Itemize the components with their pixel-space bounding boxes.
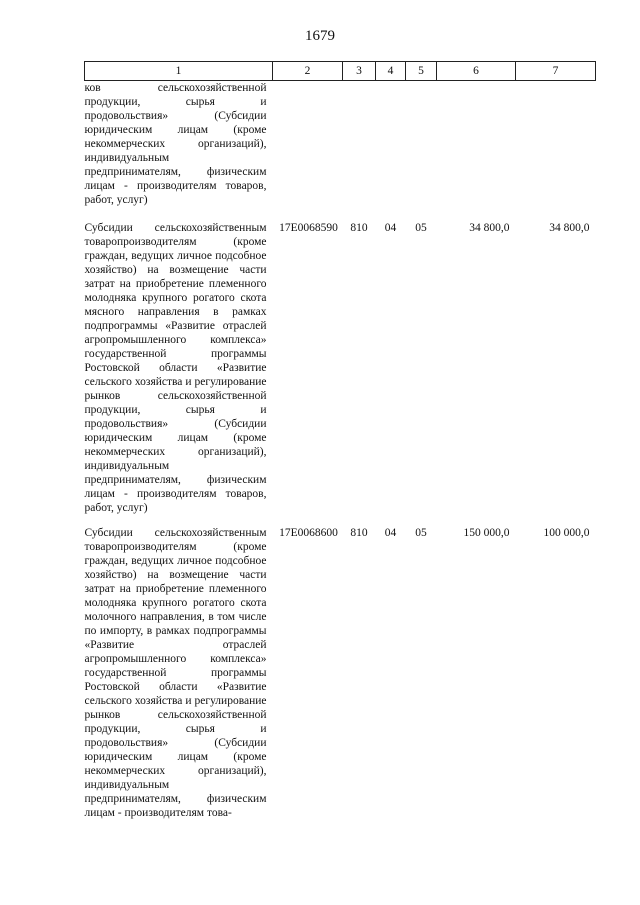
column-header: 5: [406, 62, 437, 81]
column-header: 1: [85, 62, 273, 81]
column-header: 4: [376, 62, 406, 81]
row-amount-2: 34 800,0: [549, 222, 590, 234]
row-amount-1: [437, 81, 516, 222]
row-amount-1: 34 800,0: [469, 222, 510, 234]
header-row: [85, 62, 596, 81]
column-header: 2: [273, 62, 343, 81]
table-row: [85, 526, 596, 820]
row-amount-2: [516, 81, 596, 222]
row-subsection: 05: [415, 222, 427, 234]
column-header: 7: [516, 62, 596, 81]
table-row: [85, 81, 596, 222]
row-amount-1: 150 000,0: [463, 527, 510, 539]
column-header: 6: [437, 62, 516, 81]
row-code: 17Е0068600: [279, 527, 338, 539]
row-subsection: 05: [415, 527, 427, 539]
row-code: [273, 81, 343, 222]
row-amount-2: 100 000,0: [543, 527, 590, 539]
row-expense-type: [343, 81, 376, 222]
row-name: ков сельскохозяйственной продукции, сырья и продовольствия» (Субсидии юридическим лицам (кроме некоммерческих организаций), индивидуальным предпринимателям, физическим лицам - производителям товаров, работ, услуг): [84, 82, 267, 206]
row-section: 04: [384, 527, 397, 539]
row-name: Субсидии сельскохозяйственным товаропроизводителям (кроме граждан, ведущих личное подсобное хозяйство) на возмещение части затрат на приобретение племенного молодняка крупного рогатого скота мясного направления в рамках подпрограммы «Развитие отраслей агропромышленного комплекса» государственной программы Ростовской области «Развитие сельского хозяйства и регулирование рынков сельскохозяйственной продукции, сырья и продовольствия» (Субсидии юридическим лицам (кроме некоммерческих организаций), индивидуальным предпринимателям, физическим лицам - производителям товаров, работ, услуг): [84, 222, 267, 514]
column-header: 3: [343, 62, 376, 81]
row-code: 17Е0068590: [279, 222, 338, 234]
row-name: Субсидии сельскохозяйственным товаропроизводителям (кроме граждан, ведущих личное подсобное хозяйство) на возмещение части затрат на приобретение племенного молодняка крупного рогатого скота молочного направления, в том числе по импорту, в рамках подпрограммы «Развитие отраслей агропромышленного комплекса» государственной программы Ростовской области «Развитие сельского хозяйства и регулирование рынков сельскохозяйственной продукции, сырья и продовольствия» (Субсидии юридическим лицам (кроме некоммерческих организаций), индивидуальным предпринимателям, физическим лицам - производителям това-: [84, 527, 267, 819]
row-expense-type: 810: [350, 222, 368, 234]
budget-table: [84, 61, 596, 820]
row-subsection: [406, 81, 437, 222]
row-expense-type: 810: [350, 527, 368, 539]
table-row: [85, 221, 596, 526]
page-number: 1679: [305, 28, 335, 44]
row-section: 04: [384, 222, 397, 234]
row-section: [376, 81, 406, 222]
